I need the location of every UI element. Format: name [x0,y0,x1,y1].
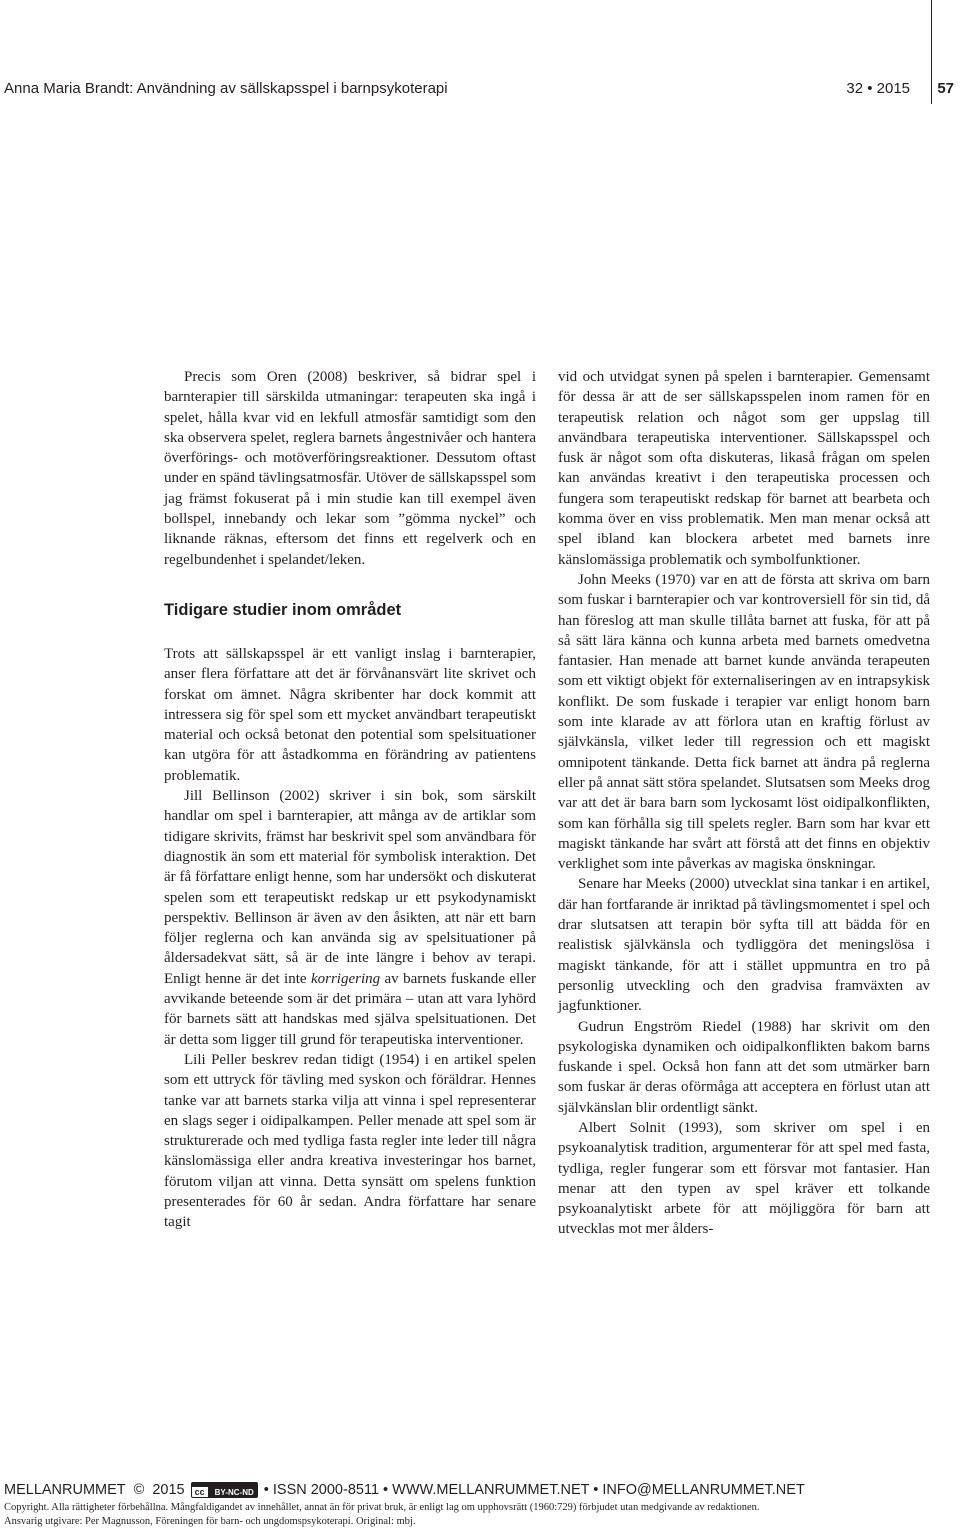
paragraph: Gudrun Engström Riedel (1988) har skrivit om den psykologiska dynamiken och oidipalkonflikten bakom barns fuskande i spel. Också hon fann att det som utmärker barn som fuskar är deras oförmåga att acceptera en förlust utan att självkänslan blir ordentligt sänkt. [558,1018,930,1116]
paragraph [164,786,536,1050]
section-heading: Tidigare studier inom området [164,600,402,619]
footer-masthead [4,1482,956,1498]
paragraph: Albert Solnit (1993), som skriver om spel i en psykoanalytisk tradition, argumenterar för att spel med fasta, tydliga, regler fungerar som ett försvar mot fantasier. Han menar att den typen av spel kräver ett tolkande psykoanalytiskt arbete för att möjliggöra för barn att utvecklas mot mer ålders- [558,1119,930,1238]
paragraph-text: Jill Bellinson (2002) skriver i sin bok, som särskilt handlar om spel i barnterapier, att många av de artiklar som tidigare skrivits, främst har beskrivit spel som användbara för diagnostik än som ett material för symbolisk interaktion. Det är få författare enligt henne, som har undersökt och diskuterat spelen som ett terapeutiskt redskap ur ett psykodynamiskt perspektiv. Bellinson är även av den åsikten, att när ett barn följer reglerna och kan använda sig av spelsituationer på åldersadekvat sätt, så är de inte längre i behov av terapi. Enligt henne är det inte [164,788,536,987]
running-title: Anna Maria Brandt: Användning av sällskapsspel i barnpsykoterapi [4,80,448,97]
license-label: BY-NC-ND [214,1488,254,1497]
paragraph: Precis som Oren (2008) beskriver, så bidrar spel i barnterapier till särskilda utmaningar: terapeuten ska ingå i spelet, hålla kvar vid en lekfull atmosfär samtidigt som den ska observera spelet, reglera barnets ångestnivåer och hantera överförings- och motöverföringsreaktioner. Dessutom oftast under en spänd tävlingsatmosfär. Utöver de sällskapsspel som jag främst fokuserat på i min studie kan till exempel även bollspel, innebandy och lekar som ”gömma nyckel” och liknande räknas, eftersom det finns ett regelverk och en regelbundenhet i spelandet/leken. [164,369,536,568]
left-column [164,367,536,1233]
publisher-notice: Ansvarig utgivare: Per Magnusson, Föreningen för barn- och ungdomspsykoterapi. Original: mbj. [4,1516,416,1527]
paragraph: Lili Peller beskrev redan tidigt (1954) i en artikel spelen som ett uttryck för tävling med syskon och föräldrar. Hennes tanke var att barnets starka vilja att vinna i spel representerar en slags seger i oidipalkampen. Peller menade att spel som är strukturerade och med tydliga fasta regler inte leder till några känslomässiga eller andra kreativa investeringar hos barnet, förutom viljan att vinna. Detta synsätt om spelens funktion presenterades för 60 år sedan. Andra författare har senare tagit [164,1051,536,1231]
footer-brand: MELLANRUMMET [4,1482,126,1498]
running-header [0,80,958,104]
issue-info: 32 • 2015 [846,80,910,97]
emphasized-term: korrigering [310,970,381,987]
page-footer [4,1482,956,1529]
paragraph: Trots att sällskapsspel är ett vanligt inslag i barnterapier, anser flera författare att det är förvånansvärt lite skrivet och forskat om ämnet. Några skribenter har dock kommit att intressera sig för spel som ett mycket användbart terapeutiskt material och också betonat den potential som spelsituationer kan utgöra för att åstadkomma en förändring av patientens problematik. [164,645,536,784]
footer-issn-contact: • ISSN 2000-8511 • WWW.MELLANRUMMET.NET • INFO@MELLANRUMMET.NET [263,1482,805,1498]
cc-logo-text: cc [192,1487,208,1497]
page-number: 57 [937,80,954,97]
copyright-notice: Copyright. Alla rättigheter förbehållna. Mångfaldigandet av innehållet, annat än för privat bruk, är enligt lag om upphovsrätt (1960:729) förbjudet utan medgivande av redaktionen. [4,1502,760,1513]
copyright-symbol: © [133,1482,145,1498]
paragraph-text: av barnets fuskande eller avvikande beteende som är det primära – utan att vara lyhörd för barnets sätt att handskas med själva spelsituationen. Det är detta som ligger till grund för terapeutiska interventioner. [164,970,536,1048]
paragraph: John Meeks (1970) var en att de första att skriva om barn som fuskar i barnterapier och var kontroversiell för sin tid, då han föreslog att man skulle tillåta barnet att fuska, för att på så sätt lära känna och kunna arbeta med barnets omedvetna fantasier. Han menade att barnet kunde använda terapeuten som ett viktigt objekt för externaliseringen av en intrapsykisk konflikt. De som fuskade i terapier var enligt honom barn som inte klarade av att förlora utan en kraftig förlust av självkänsla, vilket leder till regression och ett magiskt omnipotent tänkande. Detta fick barnet att ändra på reglerna eller på annat sätt störa spelandet. Slutsatsen som Meeks drog var att det är bara barn som lyckosamt löst oidipalkonflikten, som kan förhålla sig till spelets regler. Barn som har kvar ett magiskt tänkande har svårt att förstå att det finns en objektiv verklighet som inte påverkas av magiska önskningar. [558,571,930,873]
cc-license-icon [191,1482,258,1498]
paragraph: vid och utvidgat synen på spelen i barnterapier. Gemensamt för dessa är att de ser sällskapsspelen inom ramen för en terapeutisk relation och något som ger uppslag till användbara terapeutiska interventioner. Sällskapsspel och fusk är något som ofta diskuteras, likaså frågan om spelen kan användas kreativt i den terapeutiska processen och fungera som terapeutiskt redskap för barnet att bearbeta och komma över en viss problematik. Men man menar också att spel ibland kan blockera arbetet med barnets inre känslomässiga problematik och symbolfunktioner. [558,369,930,568]
paragraph: Senare har Meeks (2000) utvecklat sina tankar i en artikel, där han fortfarande är inriktad på tävlingsmomentet i spel och drar slutsatsen att terapin bör syfta till att bädda för en realistisk självkänsla och tydliggöra det meningslösa i magiskt tänkande, för att i stället uppmuntra en tro på personlig utveckling och den gradvisa framväxten av jagfunktioner. [558,876,930,1015]
footer-year: 2015 [152,1482,185,1498]
right-column [558,367,930,1240]
